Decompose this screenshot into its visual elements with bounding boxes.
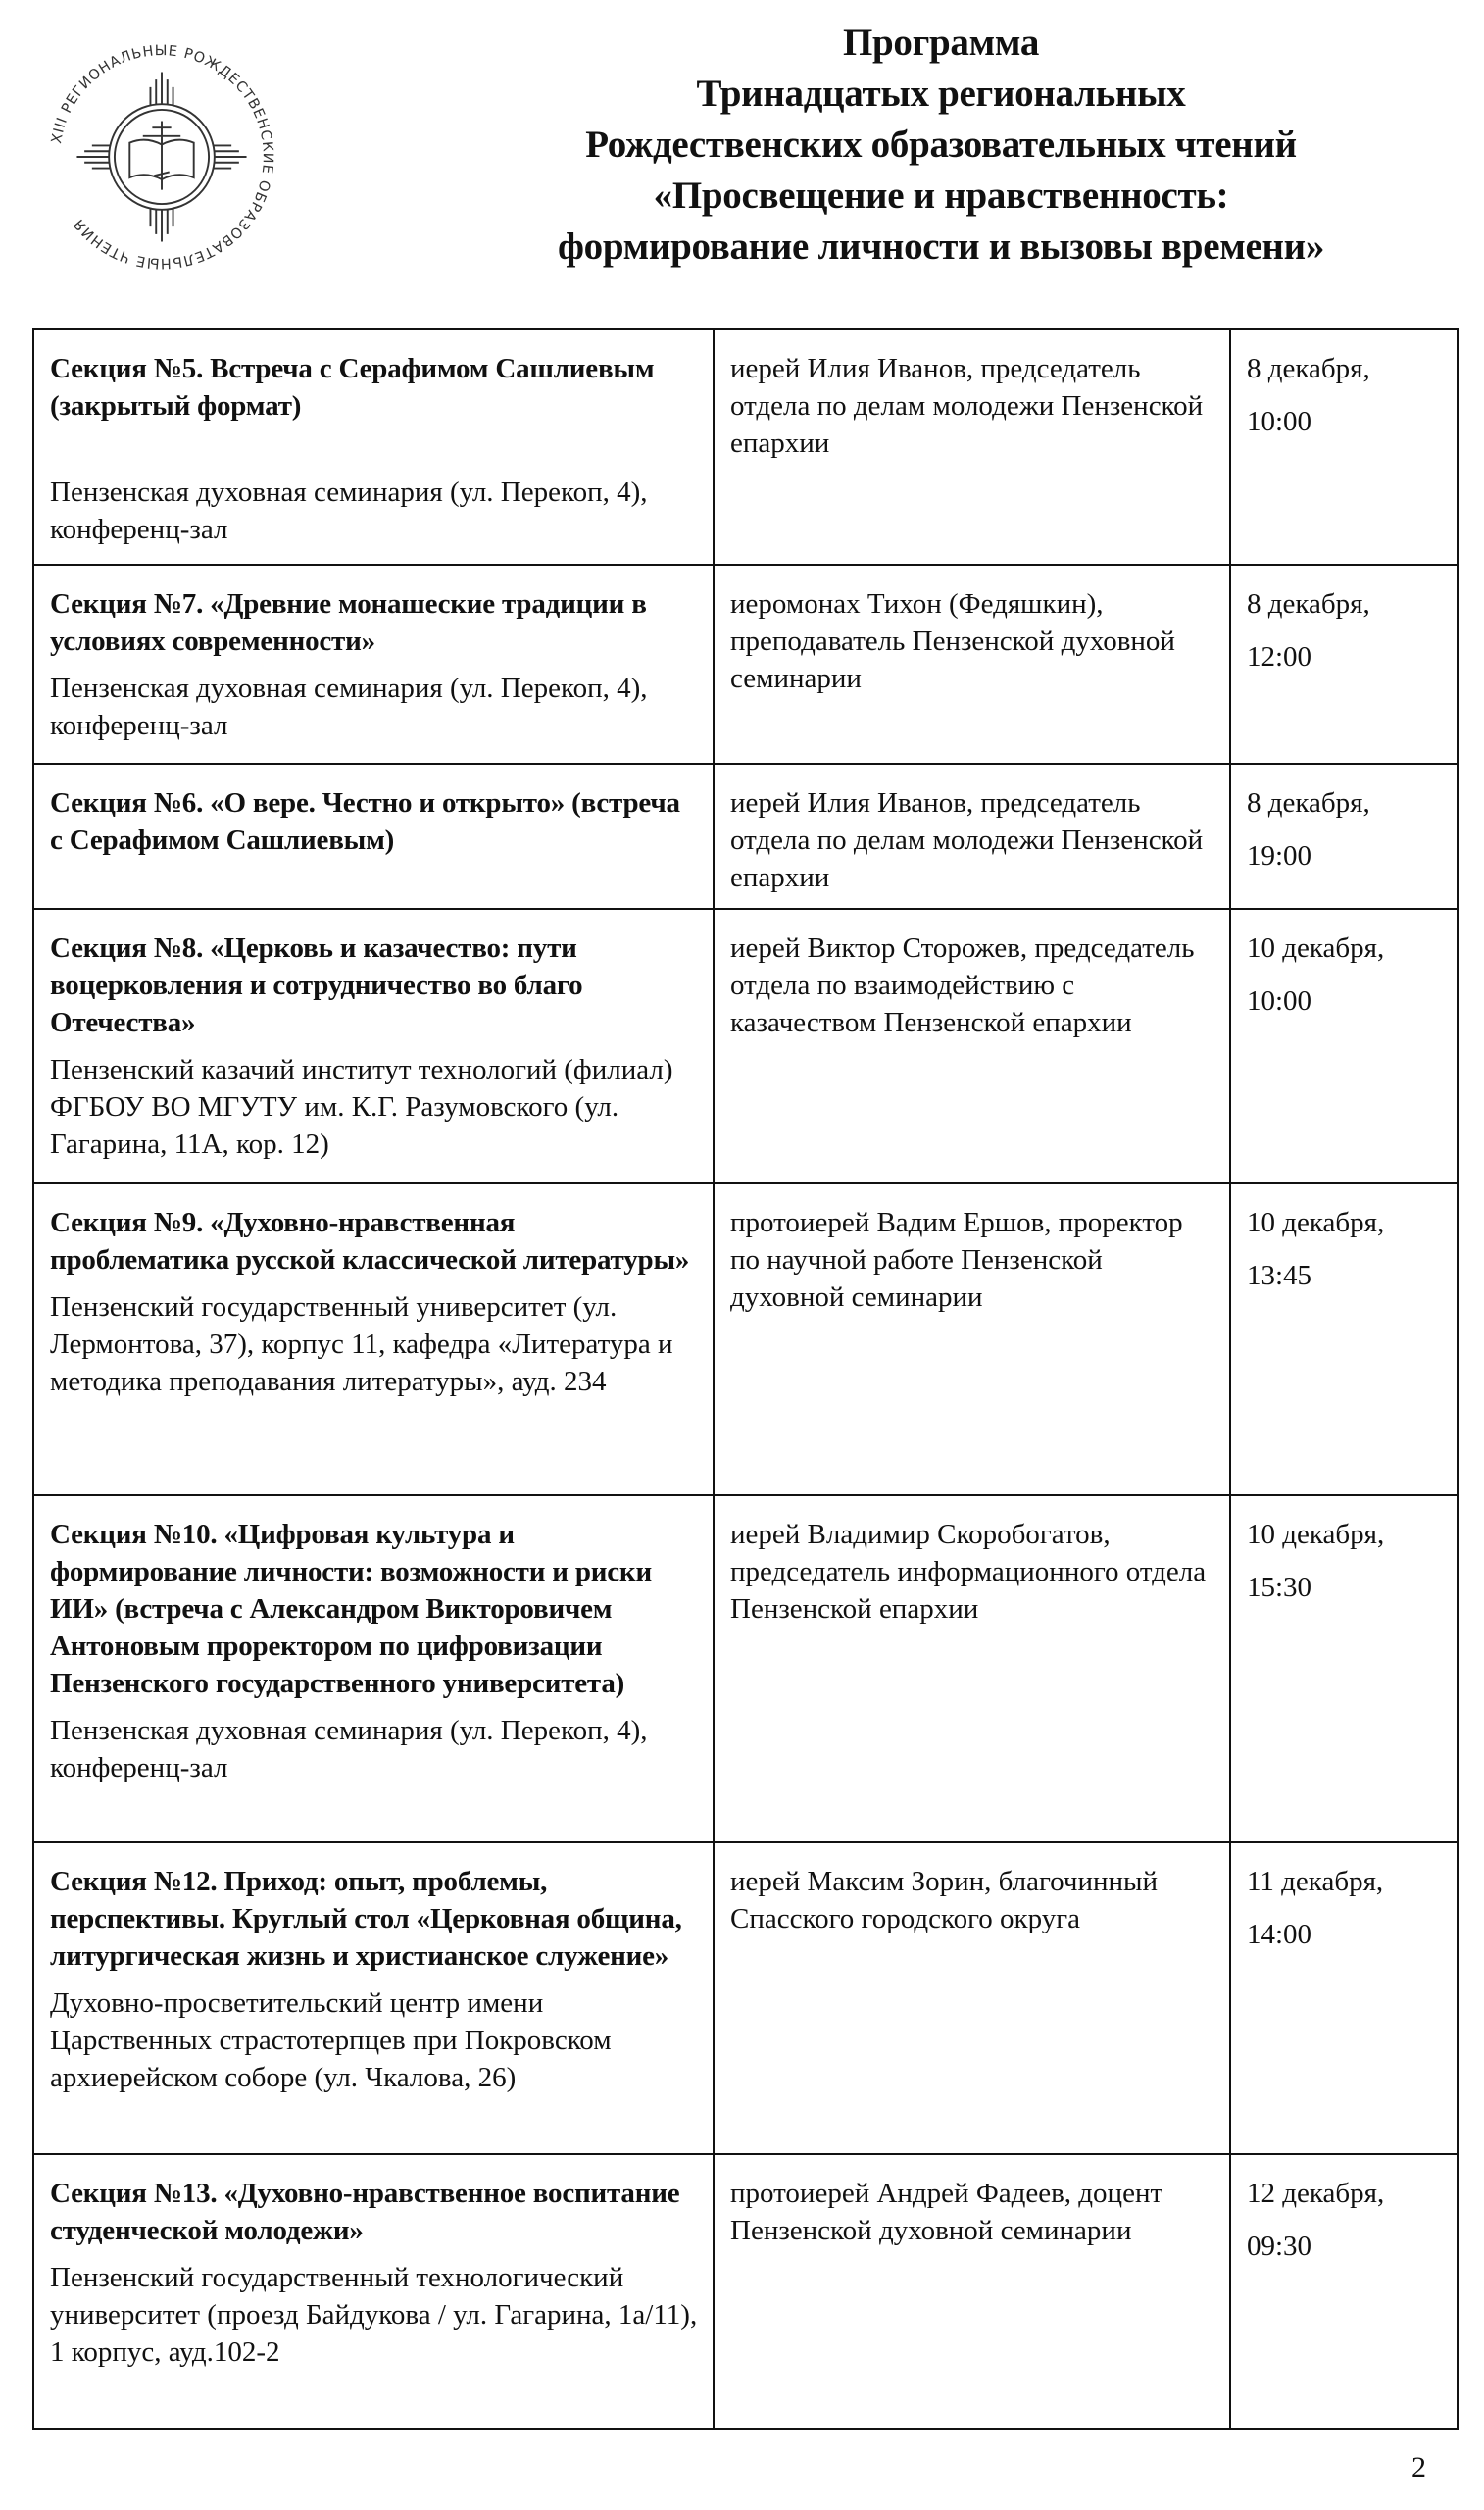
section-host: протоиерей Андрей Фадеев, доцент Пензенской духовной семинарии (714, 2154, 1230, 2429)
section-date: 11 декабря, (1247, 1866, 1384, 1897)
section-host: иерей Виктор Сторожев, председатель отдела по взаимодействию с казачеством Пензенской епархии (714, 909, 1230, 1183)
section-place: Пензенский государственный технологический университет (проезд Байдукова / ул. Гагарина, 1а/11), 1 корпус, ауд.102-2 (50, 2262, 698, 2368)
section-date: 12 декабря, (1247, 2178, 1385, 2209)
header-line-2: Тринадцатых региональных (696, 73, 1186, 115)
cross-book-emblem-icon (39, 34, 284, 279)
section-info-cell (33, 329, 714, 565)
section-row (33, 565, 1458, 764)
section-row (33, 1495, 1458, 1842)
section-row (33, 909, 1458, 1183)
section-row (33, 1842, 1458, 2154)
section-title: Секция №9. «Духовно-нравственная проблематика русской классической литературы» (50, 1207, 690, 1276)
section-time: 15:30 (1247, 1572, 1312, 1603)
section-info-cell (33, 1183, 714, 1495)
section-time: 09:30 (1247, 2231, 1312, 2262)
section-host: иерей Владимир Скоробогатов, председатель информационного отдела Пензенской епархии (714, 1495, 1230, 1842)
section-title: Секция №5. Встреча с Серафимом Сашлиевым (закрытый формат) (50, 353, 655, 422)
section-datetime-cell (1230, 1495, 1458, 1842)
section-row (33, 2154, 1458, 2429)
section-datetime-cell (1230, 1842, 1458, 2154)
section-row (33, 1183, 1458, 1495)
section-place: Пензенская духовная семинария (ул. Перекоп, 4), конференц-зал (50, 1715, 648, 1783)
section-host: иерей Илия Иванов, председатель отдела по делам молодежи Пензенской епархии (714, 764, 1230, 909)
section-host: протоиерей Вадим Ершов, проректор по научной работе Пензенской духовной семинарии (714, 1183, 1230, 1495)
section-info-cell (33, 1495, 714, 1842)
section-date: 8 декабря, (1247, 353, 1370, 384)
section-title: Секция №13. «Духовно-нравственное воспитание студенческой молодежи» (50, 2178, 680, 2246)
section-date: 8 декабря, (1247, 588, 1370, 620)
header-line-1: Программа (842, 22, 1040, 64)
section-time: 14:00 (1247, 1919, 1312, 1950)
section-info-cell (33, 1842, 714, 2154)
section-title: Секция №12. Приход: опыт, проблемы, перспективы. Круглый стол «Церковная община, литургическая жизнь и христианское служение» (50, 1866, 682, 1972)
section-row (33, 329, 1458, 565)
section-info-cell (33, 2154, 714, 2429)
page-number: 2 (1411, 2451, 1426, 2484)
section-time: 10:00 (1247, 985, 1312, 1017)
section-title: Секция №7. «Древние монашеские традиции в условиях современности» (50, 588, 647, 657)
section-date: 10 декабря, (1247, 1207, 1385, 1238)
program-table (32, 328, 1459, 2430)
section-time: 13:45 (1247, 1260, 1312, 1291)
section-datetime-cell (1230, 565, 1458, 764)
section-time: 19:00 (1247, 840, 1312, 872)
section-datetime-cell (1230, 329, 1458, 565)
header-line-5: формирование личности и вызовы времени» (557, 226, 1325, 268)
section-datetime-cell (1230, 1183, 1458, 1495)
section-time: 10:00 (1247, 406, 1312, 437)
section-info-cell (33, 764, 714, 909)
section-title: Секция №8. «Церковь и казачество: пути воцерковления и сотрудничество во благо Отечества» (50, 932, 583, 1038)
section-place: Духовно-просветительский центр имени Царственных страстотерпцев при Покровском архиерейском соборе (ул. Чкалова, 26) (50, 1987, 612, 2093)
section-date: 10 декабря, (1247, 932, 1385, 964)
section-datetime-cell (1230, 2154, 1458, 2429)
section-title: Секция №6. «О вере. Честно и открыто» (встреча с Серафимом Сашлиевым) (50, 787, 680, 856)
section-date: 10 декабря, (1247, 1519, 1385, 1550)
section-title: Секция №10. «Цифровая культура и формирование личности: возможности и риски ИИ» (встреча с Александром Викторовичем Антоновым проректором по цифровизации Пензенского государственного университета) (50, 1519, 652, 1699)
section-info-cell (33, 565, 714, 764)
section-place: Пензенская духовная семинария (ул. Перекоп, 4), конференц-зал (50, 673, 648, 741)
svg-text:XIII РЕГИОНАЛЬНЫЕ РОЖДЕСТВЕНСК: XIII РЕГИОНАЛЬНЫЕ РОЖДЕСТВЕНСКИЕ ОБРАЗОВАТЕЛЬНЫЕ ЧТЕНИЯ (49, 43, 275, 272)
section-place: Пензенский государственный университет (ул. Лермонтова, 37), корпус 11, кафедра «Литература и методика преподавания литературы», ауд. 234 (50, 1291, 673, 1397)
section-host: иерей Илия Иванов, председатель отдела по делам молодежи Пензенской епархии (714, 329, 1230, 565)
section-host: иеромонах Тихон (Федяшкин), преподаватель Пензенской духовной семинарии (714, 565, 1230, 764)
event-logo (39, 34, 284, 279)
section-place: Пензенский казачий институт технологий (филиал) ФГБОУ ВО МГУТУ им. К.Г. Разумовского (ул. Гагарина, 11А, кор. 12) (50, 1054, 673, 1160)
section-datetime-cell (1230, 909, 1458, 1183)
section-place: Пензенская духовная семинария (ул. Перекоп, 4), конференц-зал (50, 477, 648, 545)
section-row (33, 764, 1458, 909)
section-time: 12:00 (1247, 641, 1312, 673)
section-datetime-cell (1230, 764, 1458, 909)
header-line-4: «Просвещение и нравственность: (653, 175, 1229, 217)
section-host: иерей Максим Зорин, благочинный Спасского городского округа (714, 1842, 1230, 2154)
section-date: 8 декабря, (1247, 787, 1370, 819)
document-header (421, 18, 1460, 273)
section-info-cell (33, 909, 714, 1183)
header-line-3: Рождественских образовательных чтений (585, 124, 1297, 166)
